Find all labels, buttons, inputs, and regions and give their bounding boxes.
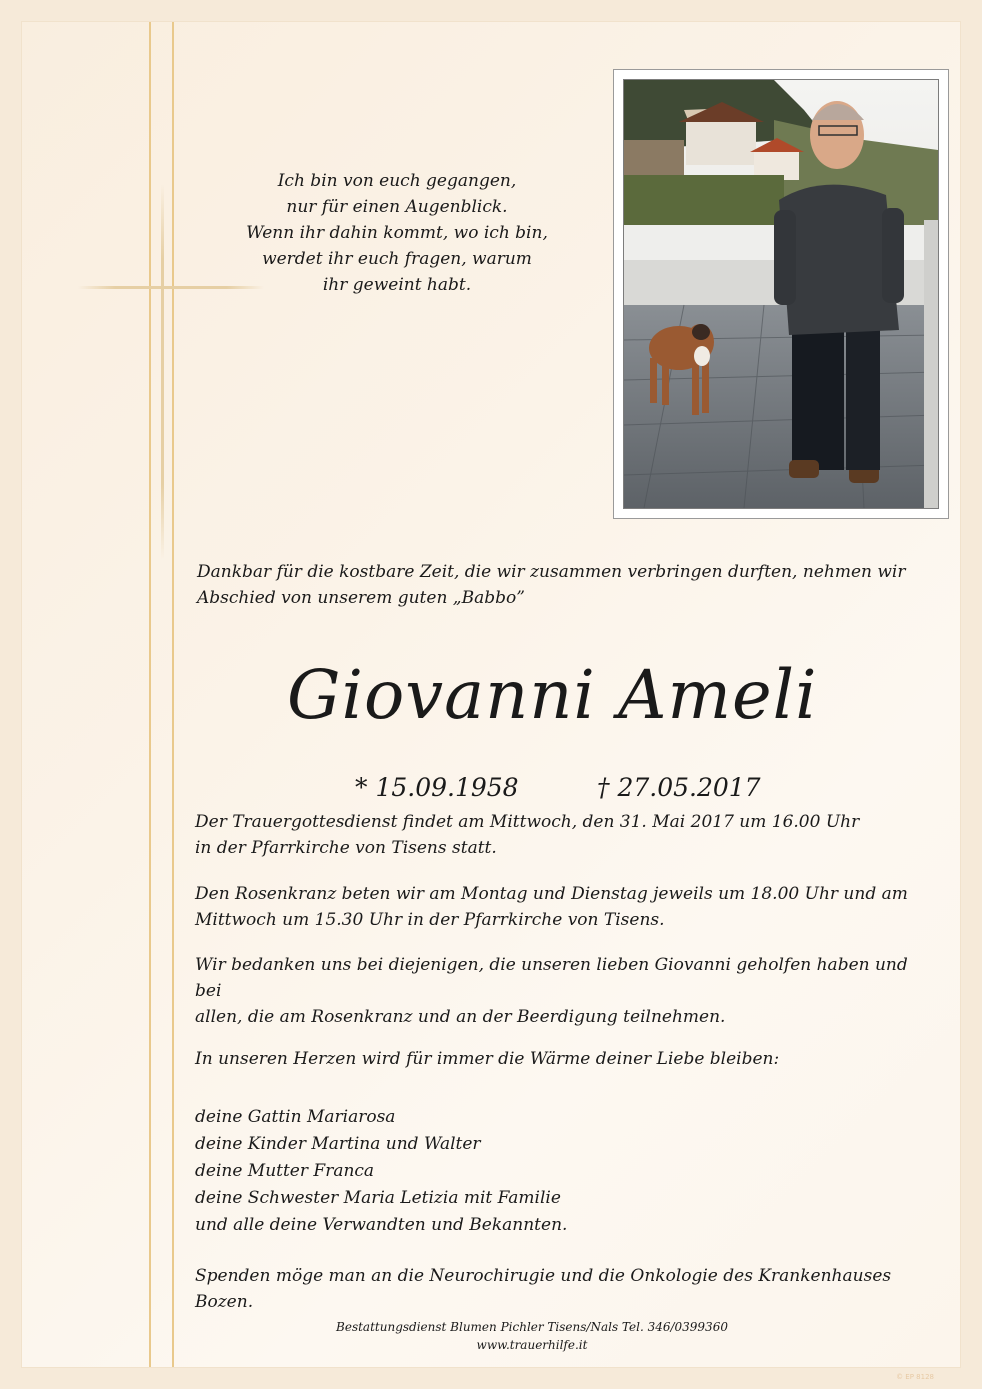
death-date: † 27.05.2017 xyxy=(597,773,761,802)
poem xyxy=(237,168,557,298)
thanks-notice xyxy=(195,952,935,1030)
obituary-card xyxy=(22,22,960,1381)
funeral-notice xyxy=(195,809,935,861)
hearts-line: In unseren Herzen wird für immer die Wärme deiner Liebe bleiben: xyxy=(195,1049,780,1069)
poem-line: ihr geweint habt. xyxy=(322,275,472,295)
decorative-line xyxy=(149,22,151,1367)
portrait-photo-frame xyxy=(613,69,949,519)
funeral-service-name: Bestattungsdienst Blumen Pichler Tisens/Nals Tel. 346/0399360 xyxy=(336,1320,728,1334)
poem-line: werdet ihr euch fragen, warum xyxy=(262,249,532,269)
portrait-photo xyxy=(623,79,939,509)
cross-icon-vertical xyxy=(161,184,164,559)
family-list xyxy=(195,1104,567,1239)
thanks-line: allen, die am Rosenkranz und an der Beerdigung teilnehmen. xyxy=(195,1007,726,1027)
decorative-line xyxy=(172,22,174,1367)
thanks-line: Wir bedanken uns bei diejenigen, die unseren lieben Giovanni geholfen haben und bei xyxy=(195,955,908,1001)
watermark: © EP 8128 xyxy=(896,1373,934,1381)
funeral-line: Der Trauergottesdienst findet am Mittwoch, den 31. Mai 2017 um 16.00 Uhr xyxy=(195,812,860,832)
rosary-notice xyxy=(195,881,935,933)
intro-text xyxy=(197,559,917,611)
website-link[interactable]: www.trauerhilfe.it xyxy=(476,1338,588,1352)
donations-note: Spenden möge man an die Neurochirugie und die Onkologie des Krankenhauses Bozen. xyxy=(195,1266,892,1312)
poem-line: Wenn ihr dahin kommt, wo ich bin, xyxy=(246,223,548,243)
birth-date: * 15.09.1958 xyxy=(355,773,519,802)
funeral-line: in der Pfarrkirche von Tisens statt. xyxy=(195,838,497,858)
intro-line: Dankbar für die kostbare Zeit, die wir zusammen verbringen durften, nehmen wir xyxy=(197,562,906,582)
family-item: und alle deine Verwandten und Bekannten. xyxy=(195,1215,568,1235)
deceased-name: Giovanni Ameli xyxy=(287,656,818,734)
family-item: deine Gattin Mariarosa xyxy=(195,1107,396,1127)
family-item: deine Kinder Martina und Walter xyxy=(195,1134,481,1154)
poem-line: nur für einen Augenblick. xyxy=(286,197,508,217)
family-item: deine Schwester Maria Letizia mit Familie xyxy=(195,1188,561,1208)
intro-line: Abschied von unserem guten „Babbo” xyxy=(197,588,525,608)
funeral-service-footer xyxy=(322,1318,742,1354)
family-item: deine Mutter Franca xyxy=(195,1161,375,1181)
rosary-line: Den Rosenkranz beten wir am Montag und Dienstag jeweils um 18.00 Uhr und am xyxy=(195,884,908,904)
poem-line: Ich bin von euch gegangen, xyxy=(277,171,517,191)
rosary-line: Mittwoch um 15.30 Uhr in der Pfarrkirche von Tisens. xyxy=(195,910,665,930)
